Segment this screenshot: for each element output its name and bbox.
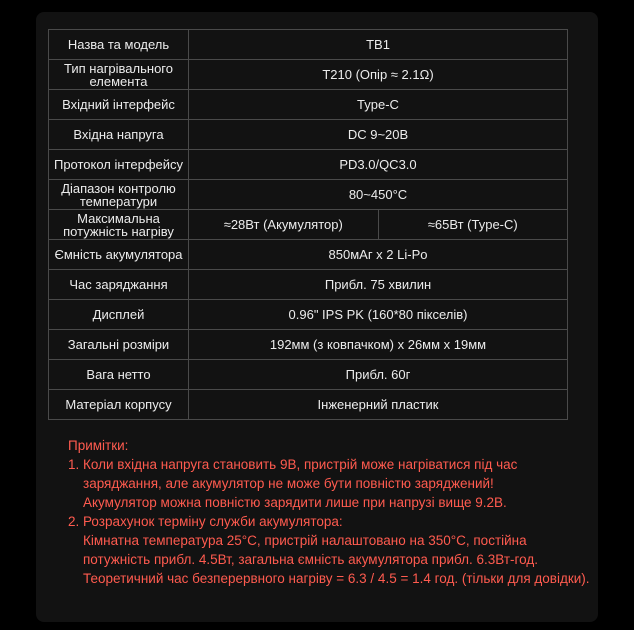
note-item-2-line-3: потужність прибл. 4.5Вт, загальна ємність акумулятора прибл. 6.3Вт-год. [83,552,539,567]
note-item-1-line-2: заряджання, але акумулятор не може бути повністю заряджений! [83,476,494,491]
notes-section [68,436,618,588]
spec-value: PD3.0/QC3.0 [189,150,568,180]
spec-label: Вхідний інтерфейс [49,90,189,120]
spec-label: Дисплей [49,300,189,330]
table-row [49,210,568,240]
spec-label: Вага нетто [49,360,189,390]
table-row [49,90,568,120]
table-row [49,150,568,180]
spec-label: Тип нагрівального елемента [49,60,189,90]
table-row [49,300,568,330]
table-row [49,390,568,420]
spec-value: 192мм (з ковпачком) x 26мм x 19мм [189,330,568,360]
spec-value: Type-C [189,90,568,120]
spec-value: Інженерний пластик [189,390,568,420]
spec-value-typec: ≈65Вт (Type-C) [378,210,568,240]
note-item-2-line-4: Теоретичний час безперервного нагріву = 6.3 / 4.5 = 1.4 год. (тільки для довідки). [83,571,590,586]
spec-label: Назва та модель [49,30,189,60]
note-item-2-line-2: Кімнатна температура 25°C, пристрій налаштовано на 350°C, постійна [83,533,527,548]
note-item-2-line-1: 2. Розрахунок терміну служби акумулятора: [68,514,343,529]
spec-value-battery: ≈28Вт (Акумулятор) [189,210,379,240]
table-row [49,60,568,90]
table-row [49,240,568,270]
table-row [49,360,568,390]
spec-label: Загальні розміри [49,330,189,360]
spec-value: Прибл. 75 хвилин [189,270,568,300]
notes-title: Примітки: [68,438,129,453]
spec-table [48,29,568,420]
spec-label: Час заряджання [49,270,189,300]
spec-value: 80~450°C [189,180,568,210]
spec-label: Протокол інтерфейсу [49,150,189,180]
spec-label: Діапазон контролю температури [49,180,189,210]
spec-value: DC 9~20В [189,120,568,150]
spec-value: Прибл. 60г [189,360,568,390]
note-item-1-line-1: 1. Коли вхідна напруга становить 9В, пристрій може нагріватися під час [68,457,518,472]
table-row [49,330,568,360]
spec-value: TB1 [189,30,568,60]
spec-value: 0.96" IPS PK (160*80 пікселів) [189,300,568,330]
table-row [49,120,568,150]
spec-label: Матеріал корпусу [49,390,189,420]
spec-label: Максимальна потужність нагріву [49,210,189,240]
table-row [49,30,568,60]
spec-label: Ємність акумулятора [49,240,189,270]
note-item-1-line-3: Акумулятор можна повністю зарядити лише при напрузі вище 9.2В. [83,495,507,510]
table-row [49,270,568,300]
spec-value: 850мАг x 2 Li-Po [189,240,568,270]
spec-value: T210 (Опір ≈ 2.1Ω) [189,60,568,90]
table-row [49,180,568,210]
spec-label: Вхідна напруга [49,120,189,150]
